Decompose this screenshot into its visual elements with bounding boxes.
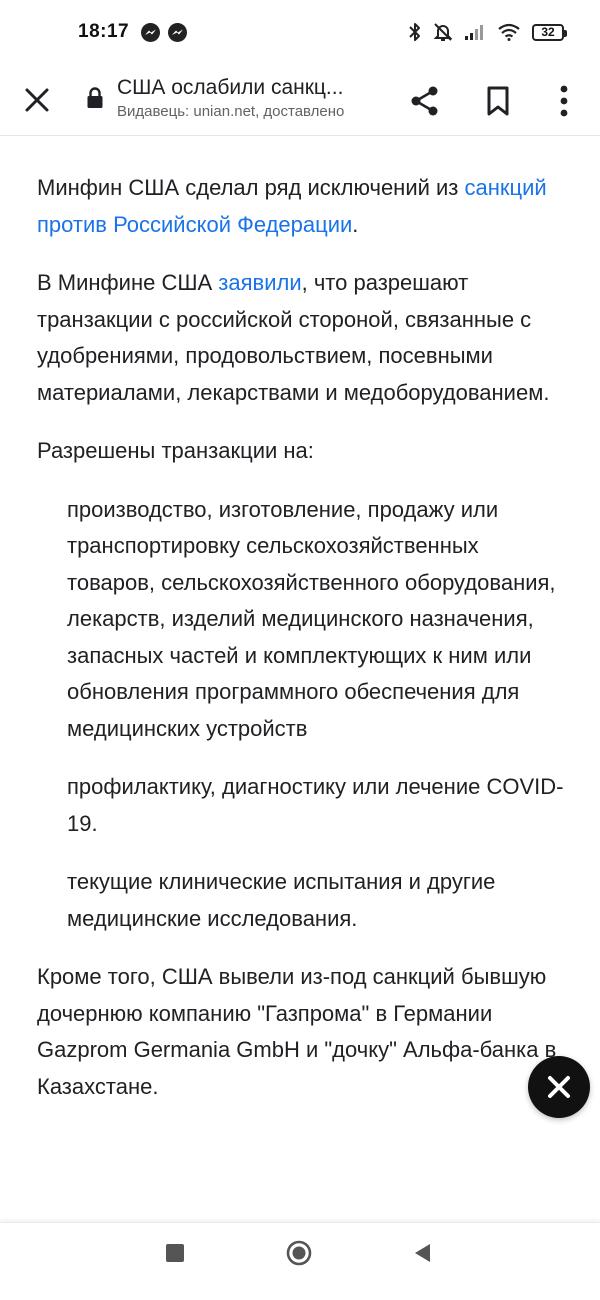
status-time: 18:17 [78, 21, 130, 42]
paragraph: В Минфине США заявили, что разрешают транзакции с российской стороной, связанные с удобрениями, продовольствием, посевными материалами, лекарствами и медоборудованием. [37, 270, 550, 405]
custom-tab-toolbar [0, 64, 600, 136]
home-button[interactable] [286, 1240, 312, 1266]
paragraph: Кроме того, США вывели из-под санкций бывшую дочернюю компанию "Газпрома" в Германии Gazprom Germania GmbH и "дочку" Альфа-банка в Казахстане. [37, 964, 557, 1099]
list-item: профилактику, диагностику или лечение COVID-19. [67, 774, 564, 836]
list-item: текущие клинические испытания и другие медицинские исследования. [67, 869, 496, 931]
wifi-icon [497, 23, 521, 41]
battery-indicator: 32 [532, 24, 564, 41]
paragraph: Разрешены транзакции на: [37, 438, 314, 463]
more-vertical-icon[interactable] [556, 84, 572, 118]
messenger-icon [141, 23, 160, 42]
article-body [37, 170, 567, 1127]
floating-close-button[interactable] [528, 1056, 590, 1118]
exceptions-list [37, 492, 567, 938]
page-title: США ослабили санкц... [117, 76, 344, 99]
list-item: производство, изготовление, продажу или транспортировку сельскохозяйственных товаров, сельскохозяйственного оборудования, лекарств, изделий медицинского назначения, запасных частей и комплектующих к ним или обновления программного обеспечения для медицинских устройств [67, 496, 556, 741]
messenger-icon [168, 23, 187, 42]
signal-icon [464, 23, 486, 41]
bookmark-icon[interactable] [484, 85, 512, 117]
close-icon [546, 1074, 572, 1100]
recents-button[interactable] [166, 1244, 184, 1262]
system-icons [408, 22, 564, 42]
back-button[interactable] [412, 1242, 432, 1264]
paragraph: Минфин США сделал ряд исключений из санкций против Российской Федерации. [37, 175, 547, 237]
system-nav-bar [0, 1222, 600, 1300]
status-bar [0, 0, 600, 64]
close-icon[interactable] [22, 85, 52, 115]
notification-icons [141, 23, 187, 42]
muted-bell-icon [433, 22, 453, 42]
page-publisher: Видавець: unian.net, доставлено [117, 103, 345, 120]
link-sanctions[interactable]: санкций против Российской Федерации [37, 175, 547, 237]
bluetooth-icon [408, 22, 422, 42]
link-stated[interactable]: заявили [218, 270, 302, 295]
lock-icon [86, 86, 104, 110]
page-info[interactable] [117, 74, 377, 122]
share-icon[interactable] [408, 84, 442, 118]
